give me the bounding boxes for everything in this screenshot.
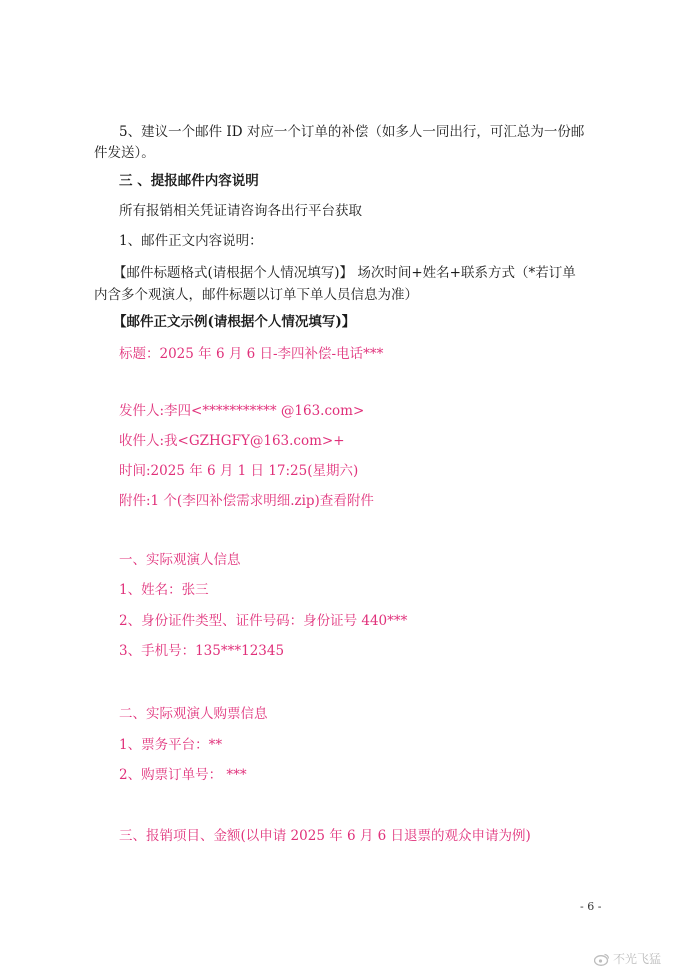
example-time: 时间:2025 年 6 月 1 日 17:25(星期六) [119, 463, 359, 479]
s1-phone: 3、手机号：135***12345 [119, 643, 285, 659]
s2-title: 二、实际观演人购票信息 [119, 706, 268, 722]
subject-format-line1: 【邮件标题格式(请根据个人情况填写)】 场次时间+姓名+联系方式（*若订单 [113, 265, 576, 281]
example-attachment: 附件:1 个(李四补偿需求明细.zip)查看附件 [119, 493, 374, 509]
item5-line2: 件发送）。 [94, 145, 155, 161]
example-subject: 标题：2025 年 6 月 6 日-李四补偿-电话*** [119, 346, 384, 362]
body-heading: 1、邮件正文内容说明： [119, 233, 263, 249]
watermark [594, 950, 661, 967]
example-to: 收件人:我<GZHGFY@163.com>+ [119, 433, 345, 449]
subject-format-line2: 内含多个观演人，邮件标题以订单下单人员信息为准） [94, 287, 418, 303]
example-title: 【邮件正文示例(请根据个人情况填写)】 [113, 314, 356, 330]
watermark-text: 不光飞猛 [613, 952, 662, 966]
intro-text: 所有报销相关凭证请咨询各出行平台获取 [119, 203, 362, 219]
page-number: - 6 - [580, 900, 602, 913]
example-from: 发件人:李四<*********** @163.com> [119, 403, 365, 419]
s1-id: 2、身份证件类型、证件号码：身份证号 440*** [119, 613, 408, 629]
s3-title: 三、报销项目、金额(以申请 2025 年 6 月 6 日退票的观众申请为例) [119, 828, 531, 844]
section3-title: 三 、提报邮件内容说明 [119, 173, 259, 189]
s2-platform: 1、票务平台：** [119, 737, 223, 753]
s1-name: 1、姓名：张三 [119, 582, 209, 598]
weibo-icon [594, 952, 610, 966]
item5-line1: 5、建议一个邮件 ID 对应一个订单的补偿（如多人一同出行，可汇总为一份邮 [119, 124, 585, 140]
s2-order: 2、购票订单号： *** [119, 767, 247, 783]
s1-title: 一、实际观演人信息 [119, 552, 241, 568]
